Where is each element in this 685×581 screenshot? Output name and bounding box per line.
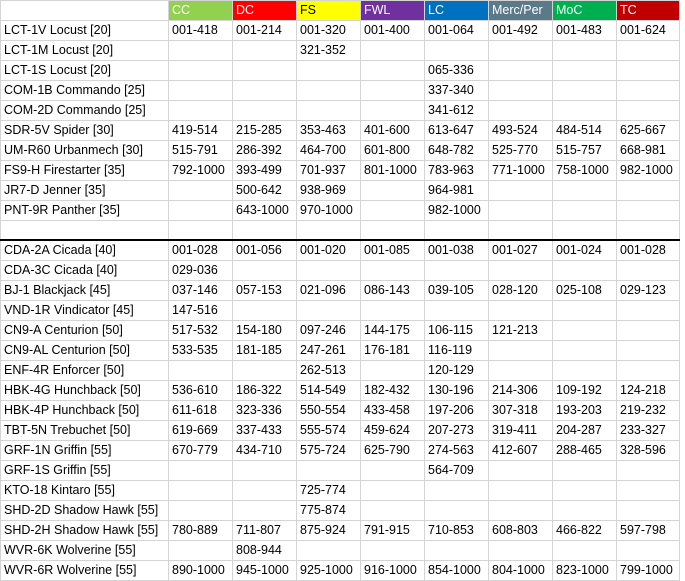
range-cell[interactable]: 780-889 [169,521,233,541]
range-cell[interactable] [489,481,553,501]
range-cell[interactable]: 875-924 [297,521,361,541]
faction-header-dc[interactable]: DC [233,1,297,21]
range-cell[interactable]: 337-340 [425,81,489,101]
range-cell[interactable]: 854-1000 [425,561,489,581]
range-cell[interactable]: 319-411 [489,421,553,441]
range-cell[interactable]: 601-800 [361,141,425,161]
range-cell[interactable] [425,301,489,321]
range-cell[interactable] [297,301,361,321]
separator-cell [1,221,169,241]
range-cell[interactable]: 550-554 [297,401,361,421]
range-cell[interactable]: 176-181 [361,341,425,361]
range-cell[interactable] [233,301,297,321]
range-cell[interactable] [361,501,425,521]
range-cell[interactable]: 124-218 [617,381,680,401]
table-row [1,41,680,61]
range-cell[interactable]: 001-492 [489,21,553,41]
range-cell[interactable]: 106-115 [425,321,489,341]
range-cell[interactable]: 001-056 [233,240,297,261]
faction-header-moc[interactable]: MoC [553,1,617,21]
faction-header-cc[interactable]: CC [169,1,233,21]
range-cell[interactable] [617,501,680,521]
range-cell[interactable] [553,501,617,521]
range-cell[interactable]: 120-129 [425,361,489,381]
table-row [1,401,680,421]
mech-name-cell[interactable]: HBK-4G Hunchback [50] [1,381,169,401]
table-row [1,181,680,201]
range-cell[interactable] [489,81,553,101]
range-cell[interactable] [233,361,297,381]
range-cell[interactable]: 808-944 [233,541,297,561]
range-cell[interactable]: 801-1000 [361,161,425,181]
range-cell[interactable] [553,101,617,121]
range-cell[interactable] [489,61,553,81]
range-cell[interactable]: 001-418 [169,21,233,41]
range-cell[interactable] [425,541,489,561]
range-cell[interactable] [553,341,617,361]
range-cell[interactable] [297,461,361,481]
range-cell[interactable]: 575-724 [297,441,361,461]
separator-cell [361,221,425,241]
table-row [1,361,680,381]
range-cell[interactable]: 964-981 [425,181,489,201]
range-cell[interactable]: 945-1000 [233,561,297,581]
mech-name-cell[interactable]: LCT-1M Locust [20] [1,41,169,61]
range-cell[interactable]: 154-180 [233,321,297,341]
range-cell[interactable] [361,61,425,81]
range-cell[interactable] [361,81,425,101]
mech-name-cell[interactable]: CDA-2A Cicada [40] [1,240,169,261]
range-cell[interactable] [553,181,617,201]
section-separator-row [1,221,680,241]
mech-name-cell[interactable]: LCT-1S Locust [20] [1,61,169,81]
range-cell[interactable]: 619-669 [169,421,233,441]
range-cell[interactable] [233,461,297,481]
range-cell[interactable]: 001-020 [297,240,361,261]
range-cell[interactable]: 823-1000 [553,561,617,581]
range-cell[interactable]: 001-027 [489,240,553,261]
range-cell[interactable]: 039-105 [425,281,489,301]
range-cell[interactable]: 037-146 [169,281,233,301]
range-cell[interactable]: 500-642 [233,181,297,201]
faction-header-merc-per[interactable]: Merc/Per [489,1,553,21]
range-cell[interactable] [553,41,617,61]
separator-cell [233,221,297,241]
table-row [1,541,680,561]
range-cell[interactable]: 181-185 [233,341,297,361]
range-cell[interactable]: 274-563 [425,441,489,461]
table-row [1,161,680,181]
mech-name-cell[interactable]: COM-1B Commando [25] [1,81,169,101]
range-cell[interactable] [489,541,553,561]
range-cell[interactable]: 057-153 [233,281,297,301]
table-body [1,1,680,581]
range-cell[interactable] [425,481,489,501]
range-cell[interactable] [297,81,361,101]
range-cell[interactable] [169,541,233,561]
range-cell[interactable] [169,101,233,121]
range-cell[interactable]: 533-535 [169,341,233,361]
range-cell[interactable]: 086-143 [361,281,425,301]
range-cell[interactable] [297,261,361,281]
range-cell[interactable] [361,201,425,221]
range-cell[interactable] [553,461,617,481]
mech-name-cell[interactable]: SHD-2H Shadow Hawk [55] [1,521,169,541]
range-cell[interactable]: 434-710 [233,441,297,461]
range-cell[interactable]: 625-790 [361,441,425,461]
mech-name-cell[interactable]: FS9-H Firestarter [35] [1,161,169,181]
table-row [1,261,680,281]
range-cell[interactable]: 286-392 [233,141,297,161]
range-cell[interactable]: 419-514 [169,121,233,141]
range-cell[interactable]: 791-915 [361,521,425,541]
range-cell[interactable] [553,81,617,101]
mech-name-cell[interactable]: PNT-9R Panther [35] [1,201,169,221]
range-cell[interactable]: 001-214 [233,21,297,41]
range-cell[interactable]: 536-610 [169,381,233,401]
range-cell[interactable]: 029-036 [169,261,233,281]
header-row [1,1,680,21]
range-cell[interactable] [169,461,233,481]
table-row [1,421,680,441]
table-row [1,121,680,141]
range-cell[interactable] [553,61,617,81]
range-cell[interactable]: 515-791 [169,141,233,161]
range-cell[interactable] [233,501,297,521]
mech-name-cell[interactable]: HBK-4P Hunchback [50] [1,401,169,421]
table-row [1,101,680,121]
range-cell[interactable]: 001-483 [553,21,617,41]
range-cell[interactable] [169,61,233,81]
range-cell[interactable] [489,301,553,321]
table-row [1,201,680,221]
table-row [1,321,680,341]
range-cell[interactable] [169,201,233,221]
range-cell[interactable] [169,41,233,61]
range-cell[interactable]: 613-647 [425,121,489,141]
range-cell[interactable] [489,41,553,61]
range-cell[interactable]: 328-596 [617,441,680,461]
range-cell[interactable]: 525-770 [489,141,553,161]
mech-name-cell[interactable]: LCT-1V Locust [20] [1,21,169,41]
range-cell[interactable] [489,261,553,281]
range-cell[interactable] [361,481,425,501]
table-row [1,281,680,301]
range-cell[interactable]: 459-624 [361,421,425,441]
range-cell[interactable] [169,81,233,101]
range-cell[interactable]: 353-463 [297,121,361,141]
range-cell[interactable]: 701-937 [297,161,361,181]
range-cell[interactable] [361,301,425,321]
range-cell[interactable] [425,261,489,281]
range-cell[interactable] [169,481,233,501]
range-cell[interactable]: 337-433 [233,421,297,441]
mech-name-cell[interactable]: GRF-1S Griffin [55] [1,461,169,481]
table-row [1,481,680,501]
range-cell[interactable]: 001-064 [425,21,489,41]
range-cell[interactable]: 233-327 [617,421,680,441]
range-cell[interactable] [297,541,361,561]
range-cell[interactable]: 001-320 [297,21,361,41]
range-cell[interactable] [617,61,680,81]
range-cell[interactable]: 247-261 [297,341,361,361]
range-cell[interactable]: 982-1000 [617,161,680,181]
range-cell[interactable]: 916-1000 [361,561,425,581]
range-cell[interactable] [489,181,553,201]
range-cell[interactable] [361,261,425,281]
table-row [1,341,680,361]
table-row [1,141,680,161]
range-cell[interactable] [233,481,297,501]
separator-cell [425,221,489,241]
range-cell[interactable]: 029-123 [617,281,680,301]
range-cell[interactable] [617,341,680,361]
mech-name-cell[interactable]: CN9-AL Centurion [50] [1,341,169,361]
range-cell[interactable]: 109-192 [553,381,617,401]
range-cell[interactable] [553,541,617,561]
range-cell[interactable] [553,261,617,281]
range-cell[interactable]: 625-667 [617,121,680,141]
range-cell[interactable] [297,101,361,121]
range-cell[interactable]: 321-352 [297,41,361,61]
range-cell[interactable]: 412-607 [489,441,553,461]
mech-name-cell[interactable]: WVR-6R Wolverine [55] [1,561,169,581]
range-cell[interactable] [425,501,489,521]
range-cell[interactable] [617,201,680,221]
separator-cell [297,221,361,241]
range-cell[interactable]: 001-624 [617,21,680,41]
range-cell[interactable] [361,461,425,481]
range-cell[interactable]: 393-499 [233,161,297,181]
range-cell[interactable]: 021-096 [297,281,361,301]
range-cell[interactable]: 771-1000 [489,161,553,181]
range-cell[interactable] [361,101,425,121]
range-cell[interactable] [361,181,425,201]
range-cell[interactable]: 982-1000 [425,201,489,221]
range-cell[interactable]: 433-458 [361,401,425,421]
mech-name-cell[interactable]: CN9-A Centurion [50] [1,321,169,341]
range-cell[interactable]: 493-524 [489,121,553,141]
range-cell[interactable]: 792-1000 [169,161,233,181]
range-cell[interactable]: 401-600 [361,121,425,141]
table-row [1,461,680,481]
range-cell[interactable]: 001-024 [553,240,617,261]
range-cell[interactable] [553,361,617,381]
range-cell[interactable]: 204-287 [553,421,617,441]
range-cell[interactable]: 484-514 [553,121,617,141]
range-cell[interactable] [553,481,617,501]
faction-header-lc[interactable]: LC [425,1,489,21]
range-cell[interactable] [425,41,489,61]
table-row [1,501,680,521]
range-cell[interactable]: 193-203 [553,401,617,421]
range-cell[interactable]: 608-803 [489,521,553,541]
range-cell[interactable] [233,261,297,281]
range-cell[interactable]: 804-1000 [489,561,553,581]
table-row [1,21,680,41]
faction-header-fs[interactable]: FS [297,1,361,21]
range-cell[interactable]: 028-120 [489,281,553,301]
range-cell[interactable]: 197-206 [425,401,489,421]
range-cell[interactable]: 710-853 [425,521,489,541]
mech-name-cell[interactable]: CDA-3C Cicada [40] [1,261,169,281]
range-cell[interactable]: 130-196 [425,381,489,401]
range-cell[interactable]: 758-1000 [553,161,617,181]
range-cell[interactable]: 597-798 [617,521,680,541]
range-cell[interactable] [233,101,297,121]
range-cell[interactable] [617,301,680,321]
table-row [1,561,680,581]
range-cell[interactable]: 775-874 [297,501,361,521]
range-cell[interactable]: 514-549 [297,381,361,401]
header-corner-cell [1,1,169,21]
range-cell[interactable]: 555-574 [297,421,361,441]
range-cell[interactable]: 668-981 [617,141,680,161]
range-cell[interactable] [361,361,425,381]
range-cell[interactable]: 341-612 [425,101,489,121]
range-cell[interactable]: 725-774 [297,481,361,501]
table-row [1,301,680,321]
range-cell[interactable] [169,181,233,201]
range-cell[interactable] [233,41,297,61]
range-cell[interactable]: 065-336 [425,61,489,81]
range-cell[interactable]: 648-782 [425,141,489,161]
mech-name-cell[interactable]: SDR-5V Spider [30] [1,121,169,141]
range-cell[interactable]: 147-516 [169,301,233,321]
range-cell[interactable] [489,101,553,121]
mech-name-cell[interactable]: KTO-18 Kintaro [55] [1,481,169,501]
range-cell[interactable]: 262-513 [297,361,361,381]
mech-name-cell[interactable]: COM-2D Commando [25] [1,101,169,121]
range-cell[interactable]: 938-969 [297,181,361,201]
range-cell[interactable]: 466-822 [553,521,617,541]
range-cell[interactable]: 307-318 [489,401,553,421]
range-cell[interactable]: 001-400 [361,21,425,41]
range-cell[interactable]: 214-306 [489,381,553,401]
separator-cell [169,221,233,241]
range-cell[interactable] [553,321,617,341]
range-cell[interactable] [169,361,233,381]
table-row [1,240,680,261]
range-cell[interactable]: 215-285 [233,121,297,141]
range-cell[interactable]: 611-618 [169,401,233,421]
range-cell[interactable]: 970-1000 [297,201,361,221]
range-cell[interactable]: 323-336 [233,401,297,421]
range-cell[interactable]: 097-246 [297,321,361,341]
range-cell[interactable] [553,201,617,221]
mech-name-cell[interactable]: WVR-6K Wolverine [55] [1,541,169,561]
range-cell[interactable]: 025-108 [553,281,617,301]
range-cell[interactable]: 515-757 [553,141,617,161]
range-cell[interactable] [617,461,680,481]
range-cell[interactable]: 670-779 [169,441,233,461]
range-cell[interactable]: 001-028 [617,240,680,261]
table-row [1,381,680,401]
range-cell[interactable]: 219-232 [617,401,680,421]
range-cell[interactable]: 564-709 [425,461,489,481]
range-cell[interactable] [169,501,233,521]
range-cell[interactable]: 711-807 [233,521,297,541]
range-cell[interactable] [489,341,553,361]
range-cell[interactable] [361,41,425,61]
faction-header-tc[interactable]: TC [617,1,680,21]
range-cell[interactable] [617,361,680,381]
mech-name-cell[interactable]: UM-R60 Urbanmech [30] [1,141,169,161]
range-cell[interactable] [553,301,617,321]
range-cell[interactable] [489,361,553,381]
range-cell[interactable] [617,481,680,501]
range-cell[interactable]: 643-1000 [233,201,297,221]
table-row [1,521,680,541]
faction-header-fwl[interactable]: FWL [361,1,425,21]
mech-name-cell[interactable]: TBT-5N Trebuchet [50] [1,421,169,441]
table-row [1,441,680,461]
range-cell[interactable] [617,261,680,281]
range-cell[interactable] [617,41,680,61]
separator-cell [489,221,553,241]
separator-cell [553,221,617,241]
range-cell[interactable]: 783-963 [425,161,489,181]
mech-name-cell[interactable]: GRF-1N Griffin [55] [1,441,169,461]
range-cell[interactable] [617,321,680,341]
range-cell[interactable]: 207-273 [425,421,489,441]
range-cell[interactable]: 925-1000 [297,561,361,581]
range-cell[interactable]: 001-085 [361,240,425,261]
mech-name-cell[interactable]: BJ-1 Blackjack [45] [1,281,169,301]
range-cell[interactable]: 121-213 [489,321,553,341]
mech-name-cell[interactable]: JR7-D Jenner [35] [1,181,169,201]
range-cell[interactable]: 890-1000 [169,561,233,581]
range-cell[interactable] [233,61,297,81]
range-cell[interactable]: 288-465 [553,441,617,461]
range-cell[interactable] [489,201,553,221]
range-cell[interactable]: 144-175 [361,321,425,341]
separator-cell [617,221,680,241]
range-cell[interactable]: 001-028 [169,240,233,261]
range-cell[interactable]: 464-700 [297,141,361,161]
mech-name-cell[interactable]: SHD-2D Shadow Hawk [55] [1,501,169,521]
range-cell[interactable]: 116-119 [425,341,489,361]
range-cell[interactable] [361,541,425,561]
range-cell[interactable] [617,541,680,561]
range-cell[interactable]: 799-1000 [617,561,680,581]
range-cell[interactable] [617,101,680,121]
range-cell[interactable] [617,81,680,101]
range-cell[interactable] [233,81,297,101]
mech-name-cell[interactable]: VND-1R Vindicator [45] [1,301,169,321]
range-cell[interactable]: 182-432 [361,381,425,401]
range-cell[interactable]: 517-532 [169,321,233,341]
range-cell[interactable] [617,181,680,201]
range-cell[interactable] [489,501,553,521]
table-row [1,61,680,81]
range-cell[interactable]: 186-322 [233,381,297,401]
range-cell[interactable] [489,461,553,481]
table-row [1,81,680,101]
range-cell[interactable] [297,61,361,81]
range-cell[interactable]: 001-038 [425,240,489,261]
mech-name-cell[interactable]: ENF-4R Enforcer [50] [1,361,169,381]
